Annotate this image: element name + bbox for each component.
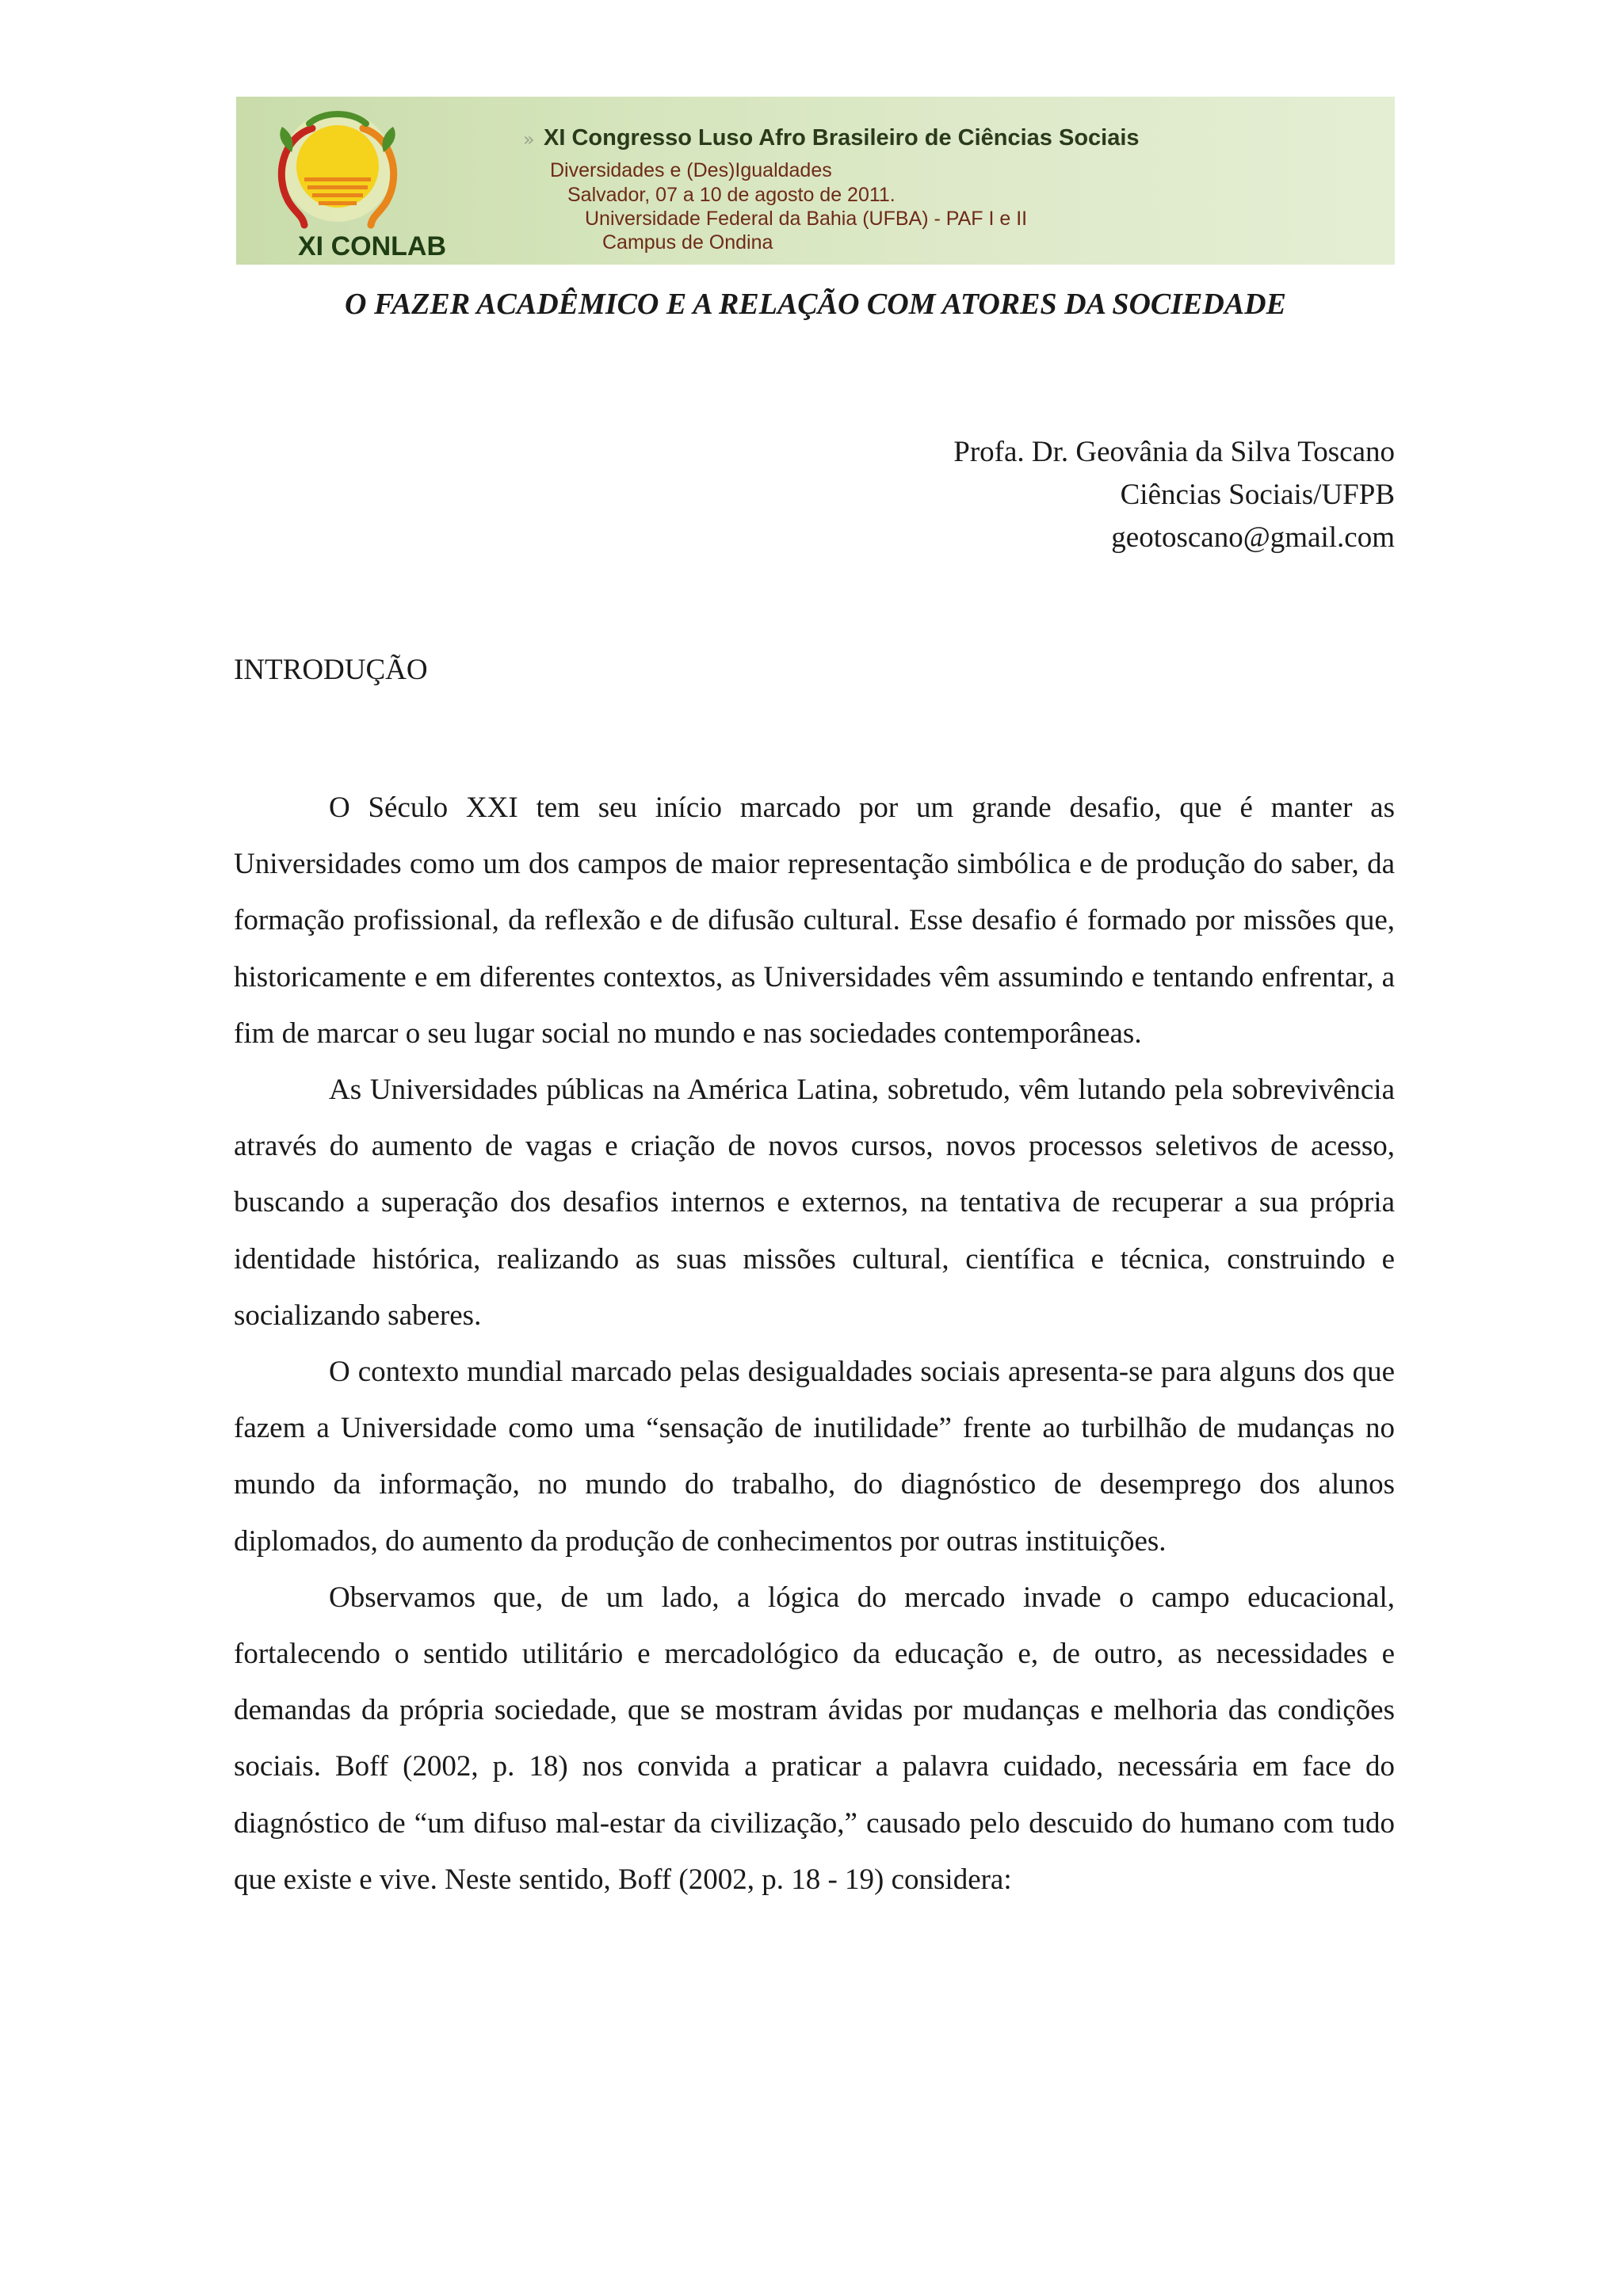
banner-campus: Campus de Ondina [602,231,773,254]
banner-title: XI Congresso Luso Afro Brasileiro de Ciências Sociais [544,125,1140,151]
author-block [953,431,1395,559]
banner-university: Universidade Federal da Bahia (UFBA) - PAF I e II [585,208,1028,230]
author-email: geotoscano@gmail.com [1111,521,1395,554]
banner-date-place: Salvador, 07 a 10 de agosto de 2011. [567,184,896,206]
conference-banner [236,97,1395,265]
author-name: Profa. Dr. Geovânia da Silva Toscano [953,436,1395,468]
section-heading: INTRODUÇÃO [234,654,428,686]
logo-text: XI CONLAB [298,231,446,261]
paragraph: O Século XXI tem seu início marcado por um grande desafio, que é manter as Universidades como um dos campos de maior representação simbólica e de produção do saber, da formação profissional, da reflexão e de difusão cultural. Esse desafio é formado por missões que, historicamente e em diferentes contextos, as Universidades vêm assumindo e tentando enfrentar, a fim de marcar o seu lugar social no mundo e nas sociedades contemporâneas. [234,791,1395,1050]
banner-theme: Diversidades e (Des)Igualdades [550,159,832,181]
paragraph: As Universidades públicas na América Latina, sobretudo, vêm lutando pela sobrevivência através do aumento de vagas e criação de novos cursos, novos processos seletivos de acesso, buscando a superação dos desafios internos e externos, na tentativa de recuperar a sua própria identidade histórica, realizando as suas missões cultural, científica e técnica, construindo e socializando saberes. [234,1074,1395,1332]
paragraph: O contexto mundial marcado pelas desigualdades sociais apresenta-se para alguns dos que fazem a Universidade como uma “sensação de inutilidade” frente ao turbilhão de mudanças no mundo da informação, no mundo do trabalho, do diagnóstico de desemprego dos alunos diplomados, do aumento da produção de conhecimentos por outras instituições. [234,1356,1395,1558]
bullet-arrow-icon: » [523,128,535,151]
body-text [234,780,1395,1908]
paper-title: O FAZER ACADÊMICO E A RELAÇÃO COM ATORES DA SOCIEDADE [345,288,1286,321]
paragraph: Observamos que, de um lado, a lógica do mercado invade o campo educacional, fortalecendo o sentido utilitário e mercadológico da educação e, de outro, as necessidades e demandas da própria sociedade, que se mostram ávidas por mudanças e melhoria das condições sociais. Boff (2002, p. 18) nos convida a praticar a palavra cuidado, necessária em face do diagnóstico de “um difuso mal-estar da civilização,” causado pelo descuido do humano com tudo que existe e vive. Neste sentido, Boff (2002, p. 18 - 19) considera: [234,1581,1395,1896]
author-affiliation: Ciências Sociais/UFPB [1120,479,1395,511]
